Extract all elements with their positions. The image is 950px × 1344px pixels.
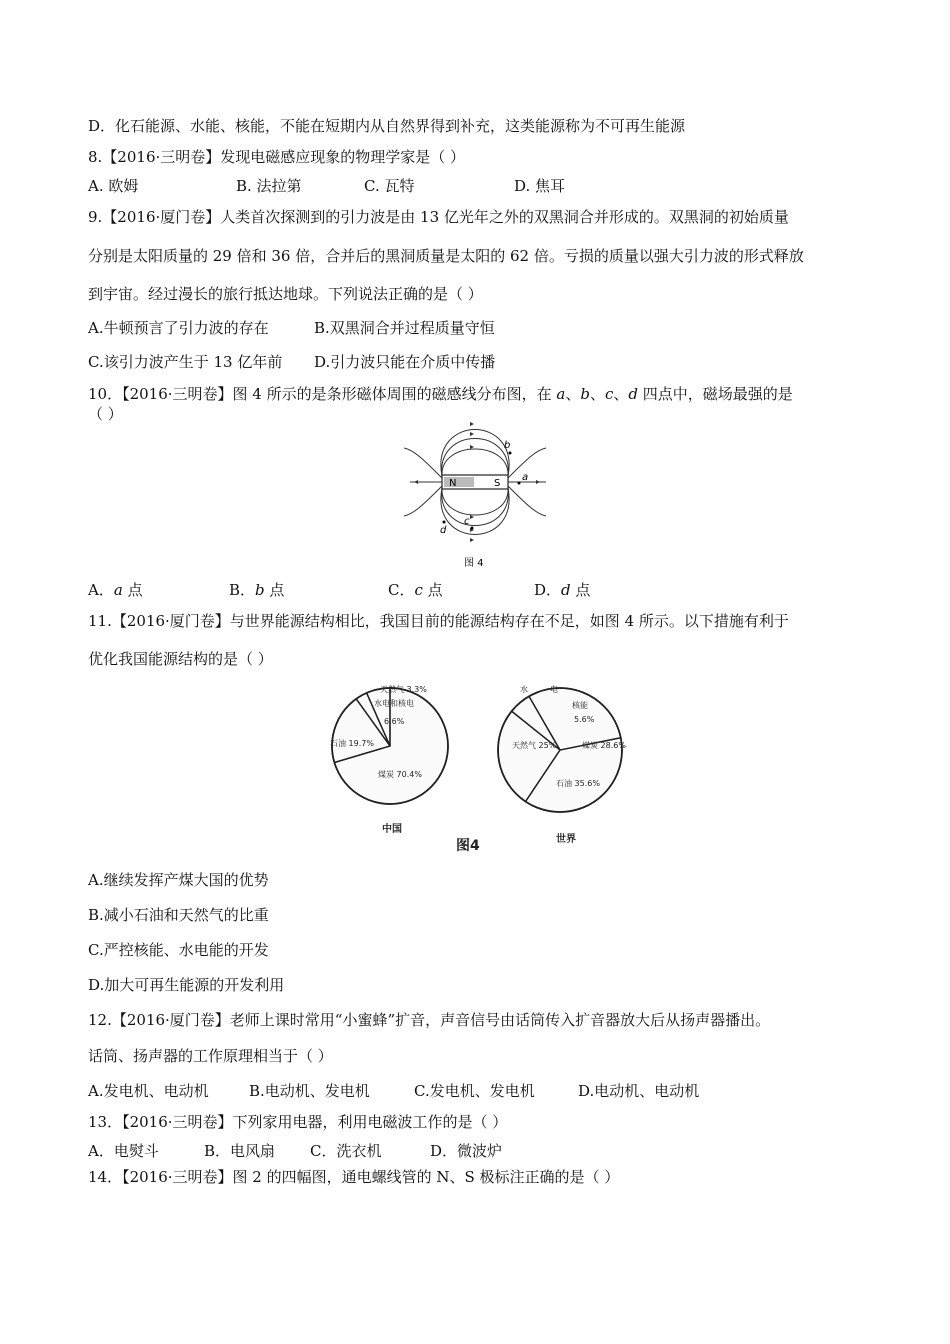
q9-option-b: B.双黑洞合并过程质量守恒 [314,319,495,337]
south-pole-label: S [494,478,501,489]
q11-stem-line-2: 优化我国能源结构的是（ ） [88,650,273,668]
world-chart-title: 世界 [556,834,576,845]
q13-stem: 13．【2016·三明卷】下列家用电器，利用电磁波工作的是（ ） [88,1113,508,1131]
q12-stem-line-1: 12.【2016·厦门卷】老师上课时常用“小蜜蜂”扩音，声音信号由话筒传入扩音器放大后从扬声器播出。 [88,1011,771,1029]
q11-option-b: B.减小石油和天然气的比重 [88,906,269,924]
world-label-nuclear-value: 5.6% [574,715,595,724]
bar-magnet-field-figure [400,420,550,572]
figure-4-caption: 图 4 [464,558,484,569]
point-b-label: b [504,440,511,451]
q7-option-d: D．化石能源、水能、核能，不能在短期内从自然界得到补充，这类能源称为不可再生能源 [88,117,686,135]
figure-4-energy-caption: 图4 [456,838,480,852]
china-chart-title: 中国 [382,824,402,835]
q13-option-c: C．洗衣机 [310,1142,382,1160]
q11-option-a: A.继续发挥产煤大国的优势 [88,871,269,889]
q8-option-d: D. 焦耳 [514,177,566,195]
world-label-gas: 天然气 25% [512,741,557,750]
q9-stem-line-1: 9.【2016·厦门卷】人类首次探测到的引力波是由 13 亿光年之外的双黑洞合并形成的。双黑洞的初始质量 [88,208,789,226]
q8-option-a: A. 欧姆 [88,177,139,195]
q10-stem-line-2: （ ） [88,405,123,423]
q13-option-a: A．电熨斗 [88,1142,159,1160]
q13-option-d: D．微波炉 [430,1142,503,1160]
china-label-hydro-nuclear: 水电和核电 [374,699,414,708]
q11-stem-line-1: 11.【2016·厦门卷】与世界能源结构相比，我国目前的能源结构存在不足，如图 4 所示。以下措施有利于 [88,612,789,630]
q11-option-d: D.加大可再生能源的开发利用 [88,976,285,994]
q9-option-d: D.引力波只能在介质中传播 [314,353,496,371]
q13-option-b: B．电风扇 [204,1142,276,1160]
q9-option-a: A.牛顿预言了引力波的存在 [88,319,269,337]
china-label-coal: 煤炭 70.4% [378,770,422,779]
point-a-label: a [522,472,529,483]
world-label-oil: 石油 35.6% [556,779,600,788]
china-label-gas: 天然气 3.3% [380,685,427,694]
world-label-water: 水 [520,685,528,694]
q9-option-c: C.该引力波产生于 13 亿年前 [88,353,283,371]
world-label-coal: 煤炭 28.6% [582,741,626,750]
q14-stem: 14．【2016·三明卷】图 2 的四幅图，通电螺线管的 N、S 极标注正确的是（ ） [88,1168,620,1186]
q10-stem-line-1: 10．【2016·三明卷】图 4 所示的是条形磁体周围的磁感线分布图，在 a、b、c、d 四点中，磁场最强的是 [88,385,793,403]
q12-stem-line-2: 话筒、扬声器的工作原理相当于（ ） [88,1047,333,1065]
north-pole-label: N [449,478,457,489]
q8-option-b: B. 法拉第 [236,177,302,195]
china-label-oil: 石油 19.7% [330,739,374,748]
q9-stem-line-2: 分别是太阳质量的 29 倍和 36 倍，合并后的黑洞质量是太阳的 62 倍。亏损的质量以强大引力波的形式释放 [88,247,804,265]
q12-option-c: C.发电机、发电机 [414,1082,535,1100]
q12-option-a: A.发电机、电动机 [88,1082,209,1100]
point-d-label: d [440,525,447,536]
q10-option-c: C．c 点 [388,581,443,599]
q10-option-d: D．d 点 [534,581,591,599]
world-label-nuclear: 核能 [572,701,588,710]
q12-option-b: B.电动机、发电机 [249,1082,370,1100]
q8-option-c: C. 瓦特 [364,177,415,195]
energy-structure-pie-charts [310,676,650,852]
q12-option-d: D.电动机、电动机 [578,1082,700,1100]
point-c-label: c [464,516,470,527]
q10-option-b: B．b 点 [229,581,285,599]
world-pie [498,688,622,812]
china-label-hydro-nuclear-value: 6.6% [384,717,405,726]
q10-option-a: A．a 点 [88,581,143,599]
q11-option-c: C.严控核能、水电能的开发 [88,941,269,959]
q8-stem: 8.【2016·三明卷】发现电磁感应现象的物理学家是（ ） [88,148,466,166]
q9-stem-line-3: 到宇宙。经过漫长的旅行抵达地球。下列说法正确的是（ ） [88,285,483,303]
world-label-electric: 电 [550,685,558,694]
